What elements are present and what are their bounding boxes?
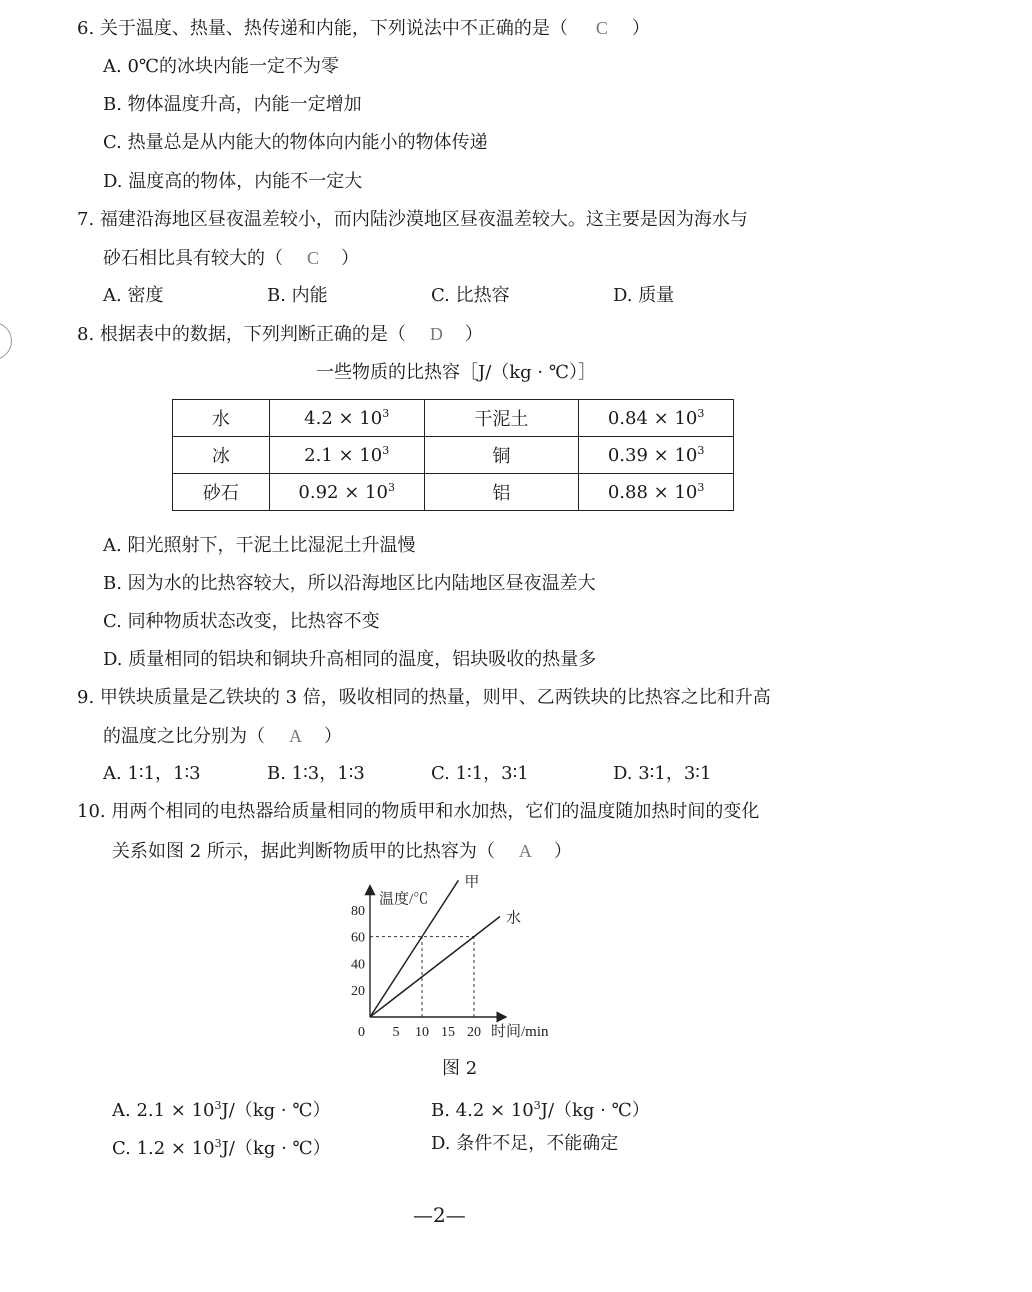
- q8-table-title: 一些物质的比热容［J/（kg · ℃）］: [316, 362, 597, 383]
- q8-option-b: B. 因为水的比热容较大，所以沿海地区比内陆地区昼夜温差大: [103, 573, 596, 594]
- temperature-time-chart: [340, 875, 590, 1050]
- q6-answer: C: [595, 18, 608, 38]
- table-cell: 砂石: [173, 474, 270, 511]
- q9-stem-line2: 的温度之比分别为（ A ）: [103, 726, 342, 747]
- q8-option-a: A. 阳光照射下，干泥土比湿泥土升温慢: [103, 535, 416, 556]
- x-tick-label: 5: [392, 1025, 400, 1040]
- q9-answer: A: [289, 726, 302, 746]
- q7-option-a: A. 密度: [103, 285, 164, 306]
- q7-option-b: B. 内能: [267, 285, 328, 306]
- y-tick-label: 40: [351, 957, 365, 973]
- y-axis-label: 温度/℃: [379, 891, 429, 908]
- series-line: [370, 917, 500, 1018]
- table-row: [173, 400, 734, 437]
- table-cell: $4.2 \times 10^3$: [269, 400, 424, 437]
- table-cell: 干泥土: [424, 400, 579, 437]
- origin-label: 0: [358, 1025, 365, 1040]
- q6-stem: 6. 关于温度、热量、热传递和内能，下列说法中不正确的是（ C ）: [77, 18, 650, 39]
- series-label: 甲: [464, 875, 480, 891]
- q8-option-c: C. 同种物质状态改变，比热容不变: [103, 611, 380, 632]
- binding-hole-mark: [0, 322, 12, 360]
- table-cell: $2.1 \times 10^3$: [269, 437, 424, 474]
- y-tick-label: 80: [351, 903, 365, 919]
- q8-answer: D: [429, 324, 443, 344]
- y-tick-label: 20: [351, 984, 365, 1000]
- q7-option-d: D. 质量: [613, 285, 675, 306]
- q10-option-b: B. $4.2 \times 10^3J/(kg$ · ℃）: [431, 1099, 650, 1121]
- q7-stem-line2: 砂石相比具有较大的（ C ）: [103, 248, 360, 269]
- q10-option-c: C. $1.2 \times 10^3J/(kg$ · ℃）: [112, 1137, 331, 1159]
- q7-stem-line1: 7. 福建沿海地区昼夜温差较小，而内陆沙漠地区昼夜温差较大。这主要是因为海水与: [77, 209, 748, 230]
- q9-option-a: A. 1∶1，1∶3: [103, 763, 201, 784]
- series-label: 水: [506, 910, 522, 927]
- x-tick-label: 15: [441, 1025, 455, 1040]
- table-cell: 水: [173, 400, 270, 437]
- table-row: [173, 474, 734, 511]
- x-axis-label: 时间/min: [491, 1024, 549, 1040]
- q6-option-b: B. 物体温度升高，内能一定增加: [103, 94, 362, 115]
- x-tick-label: 10: [415, 1025, 429, 1040]
- q10-option-a: A. $2.1 \times 10^3J/(kg$ · ℃）: [112, 1099, 331, 1121]
- table-cell: 铝: [424, 474, 579, 511]
- table-cell: 冰: [173, 437, 270, 474]
- figure-caption: 图 2: [442, 1058, 478, 1079]
- specific-heat-table: [172, 399, 734, 511]
- q9-option-c: C. 1∶1，3∶1: [431, 763, 529, 784]
- q7-answer: C: [307, 248, 320, 268]
- q6-option-c: C. 热量总是从内能大的物体向内能小的物体传递: [103, 132, 488, 153]
- q9-option-d: D. 3∶1，3∶1: [613, 763, 712, 784]
- x-tick-label: 20: [467, 1025, 481, 1040]
- q10-stem-line1: 10. 用两个相同的电热器给质量相同的物质甲和水加热，它们的温度随加热时间的变化: [77, 801, 760, 822]
- q9-option-b: B. 1∶3，1∶3: [267, 763, 365, 784]
- q8-option-d: D. 质量相同的铝块和铜块升高相同的温度，铝块吸收的热量多: [103, 649, 597, 670]
- table-cell: $0.92 \times 10^3$: [269, 474, 424, 511]
- table-cell: $0.84 \times 10^3$: [579, 400, 734, 437]
- q7-option-c: C. 比热容: [431, 285, 510, 306]
- q6-option-a: A. 0℃的冰块内能一定不为零: [103, 56, 340, 77]
- q10-answer: A: [518, 841, 532, 861]
- table-cell: $0.39 \times 10^3$: [579, 437, 734, 474]
- table-cell: 铜: [424, 437, 579, 474]
- q10-stem-line2: 关系如图 2 所示，据此判断物质甲的比热容为（ A ）: [112, 841, 572, 862]
- q10-option-d: D. 条件不足，不能确定: [431, 1133, 619, 1154]
- q6-option-d: D. 温度高的物体，内能不一定大: [103, 171, 363, 192]
- table-row: [173, 437, 734, 474]
- y-tick-label: 60: [351, 930, 365, 946]
- q8-stem: 8. 根据表中的数据，下列判断正确的是（ D ）: [77, 324, 483, 345]
- page-number: —2—: [413, 1203, 466, 1227]
- table-cell: $0.88 \times 10^3$: [579, 474, 734, 511]
- q9-stem-line1: 9. 甲铁块质量是乙铁块的 3 倍，吸收相同的热量，则甲、乙两铁块的比热容之比和升高: [77, 687, 771, 708]
